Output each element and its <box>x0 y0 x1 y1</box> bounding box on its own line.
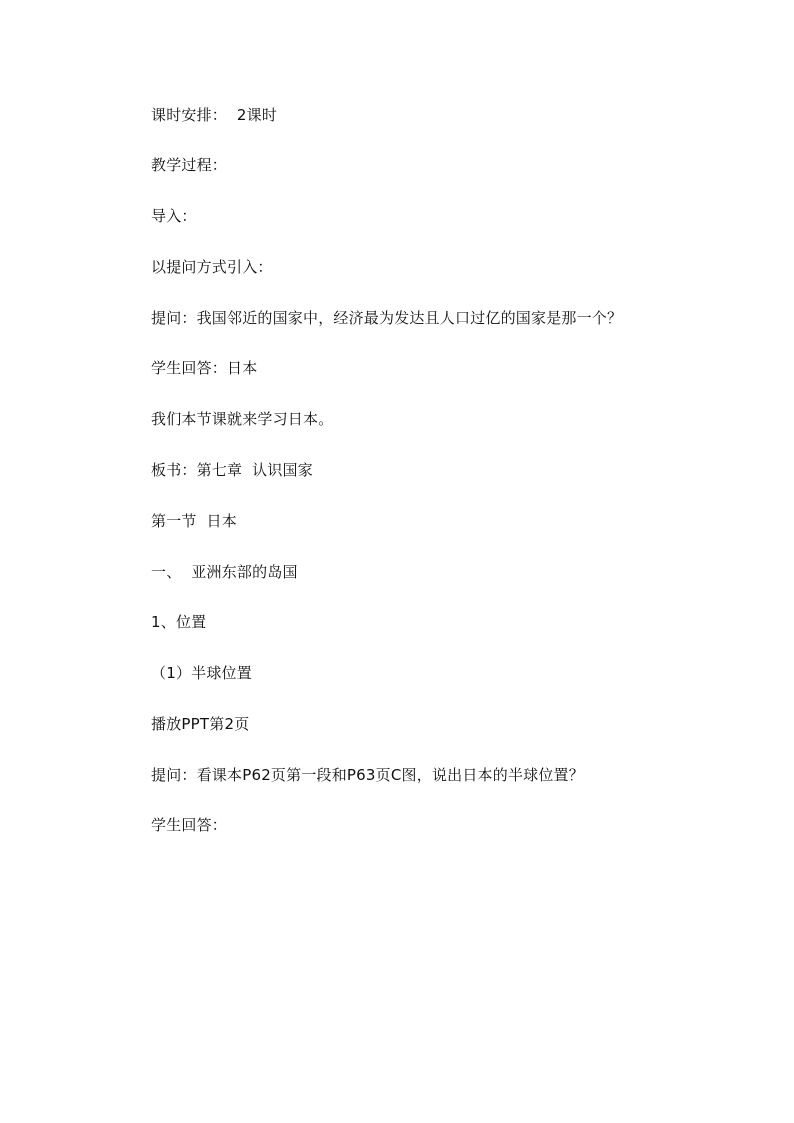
subsection-heading: 一、 亚洲东部的岛国 <box>151 563 298 581</box>
hemisphere-position-heading: （1）半球位置 <box>151 664 252 682</box>
student-answer-line-2: 学生回答： <box>151 816 228 834</box>
question-line-2: 提问：看课本P62页第一段和P63页C图，说出日本的半球位置？ <box>151 766 584 784</box>
section-title-line: 第一节 日本 <box>151 512 237 530</box>
position-heading: 1、位置 <box>151 613 207 631</box>
student-answer-line-1: 学生回答：日本 <box>151 359 258 377</box>
question-line-1: 提问：我国邻近的国家中，经济最为发达且人口过亿的国家是那一个？ <box>151 309 623 327</box>
play-ppt-line: 播放PPT第2页 <box>151 715 250 733</box>
introduction-heading: 导入： <box>151 207 197 225</box>
blackboard-chapter-line: 板书：第七章 认识国家 <box>151 461 313 479</box>
teaching-process-heading: 教学过程： <box>151 156 228 174</box>
lesson-topic-line: 我们本节课就来学习日本。 <box>151 410 334 428</box>
intro-method-line: 以提问方式引入： <box>151 258 273 276</box>
class-hours-line: 课时安排： 2课时 <box>151 106 278 124</box>
